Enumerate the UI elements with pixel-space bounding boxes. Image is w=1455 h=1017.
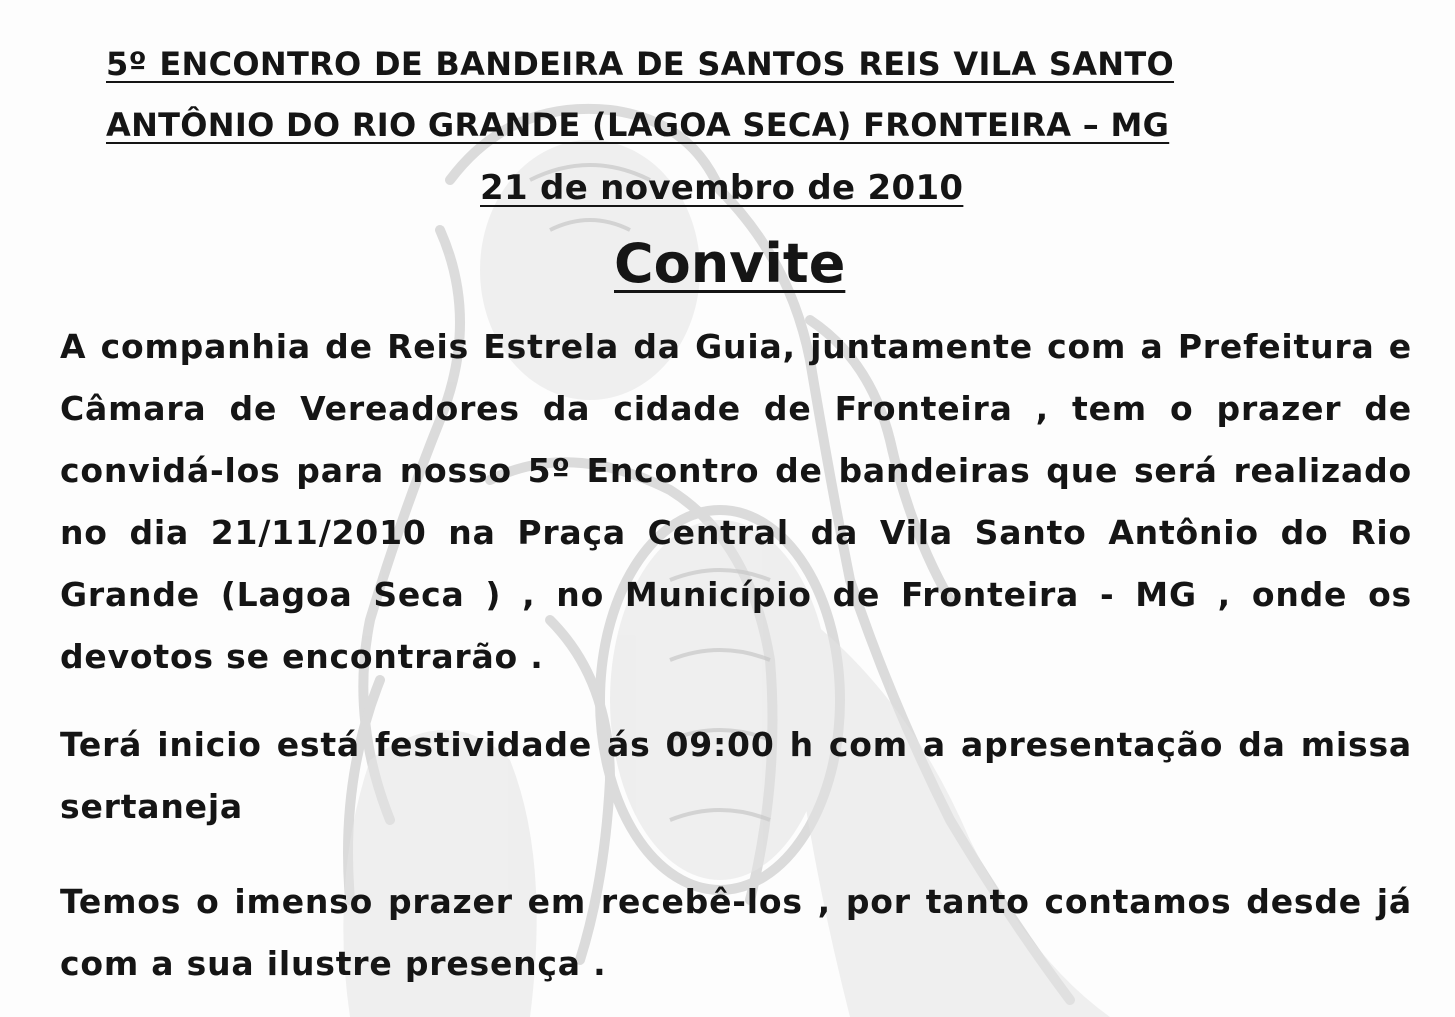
event-title-line-1: 5º ENCONTRO DE BANDEIRA DE SANTOS REIS VILA SANTO bbox=[106, 45, 1175, 83]
invitation-paragraph-3: Temos o imenso prazer em recebê-los , por tanto contamos desde já com a sua ilustre presença . bbox=[60, 882, 1412, 983]
invitation-paragraph-1: A companhia de Reis Estrela da Guia, juntamente com a Prefeitura e Câmara de Vereadores da cidade de Fronteira , tem o prazer de convidá-los para nosso 5º Encontro de bandeiras que será realizado no dia 21/11/2010 na Praça Central da Vila Santo Antônio do Rio Grande (Lagoa Seca ) , no Município de Fronteira - MG , onde os devotos se encontrarão . bbox=[60, 327, 1412, 676]
invitation-paragraph-2: Terá inicio está festividade ás 09:00 h com a apresentação da missa sertaneja bbox=[60, 725, 1412, 826]
event-date: 21 de novembro de 2010 bbox=[480, 168, 964, 208]
invitation-heading: Convite bbox=[614, 232, 846, 295]
event-title-line-2: ANTÔNIO DO RIO GRANDE (LAGOA SECA) FRONTEIRA – MG bbox=[106, 106, 1170, 144]
